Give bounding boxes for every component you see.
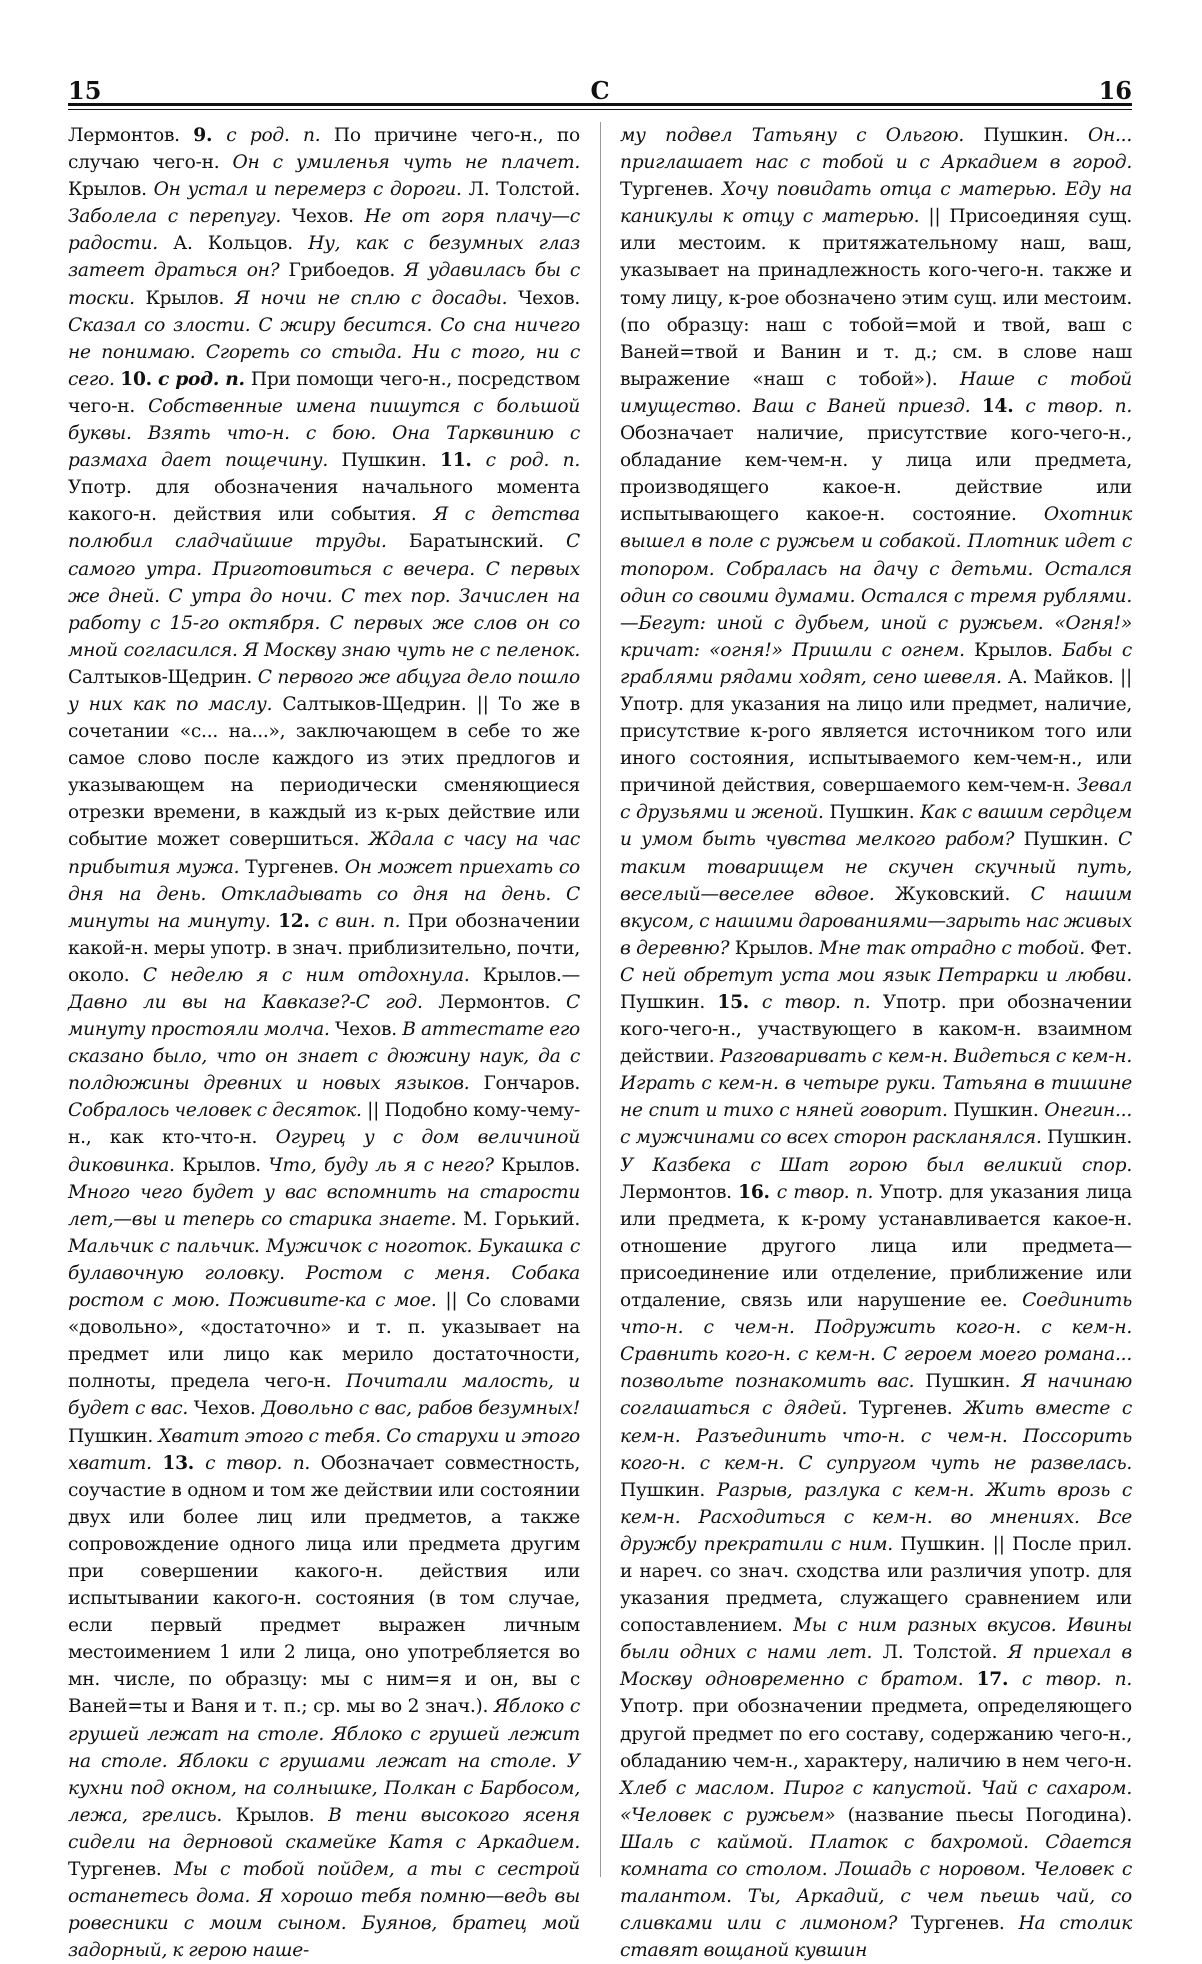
text-segment: Салтыков-Щедрин. — [68, 666, 258, 688]
text-segment: Салтыков-Щедрин. || То же в сочетании «с... на...», заключающем в себе то же самое слово после каждого из этих предлогов и указывающем на периодически сменяющиеся отрезки времени, в каждый из к-рых действие или событие может совершиться. — [68, 693, 580, 851]
text-segment: По причине чего-н., по случаю чего-н. — [68, 125, 580, 174]
text-segment: Чехов. — [334, 1019, 403, 1041]
text-segment: Хлеб с маслом. Пирог с капустой. Чай с сахаром. — [620, 1777, 1132, 1799]
right-page-number: 16 — [1098, 76, 1132, 105]
text-segment: с твор. п. — [1025, 395, 1133, 417]
text-segment: Употр. для обозначения начального момента какого-н. действия или события. — [68, 477, 580, 526]
text-segment: Пушкин. — [925, 1371, 1022, 1393]
text-segment: Онегин... с мужчинами со всех сторон раскланялся. — [620, 1100, 1133, 1149]
text-segment: Почитали малость, и будет с вас. — [68, 1371, 580, 1420]
text-segment: С самого утра. Приготовиться с вечера. С первых же дней. С утра до ночи. С тех пор. Зачислен на работу с 15-го октября. С первых же слов он со мной согласился. Я Москву знаю чуть не с пеленок. — [68, 531, 580, 661]
text-segment: || Присоединяя сущ. или местоим. к притяжательному наш, ваш, указывает на принадлежность кого-чего-н. также и тому лицу, к-рое обозначено этим сущ. или местоим. (по образцу: наш с тобой=мой и твой, ваш с Ваней=твой и Ванин и т. д.; см. в слове наш выражение «наш с тобой»). — [620, 206, 1132, 390]
text-segment: Ждала с часу на час прибытия мужа. — [68, 829, 580, 878]
text-segment: Я с детства полюбил сладчайшие труды. — [68, 504, 581, 553]
text-segment: Хочу повидать отца с матерью. Еду на каникулы к отцу с матерью. — [620, 179, 1132, 228]
text-segment: Пушкин. || После прил. и нареч. со знач. сходства или различия употр. для указания предмета, служащего сравнением или сопоставлением. — [620, 1533, 1132, 1637]
text-segment: Огурец у с дом величиной диковинка. — [68, 1127, 580, 1176]
text-segment: (название пьесы Погодина). — [847, 1804, 1132, 1826]
text-segment: Я удавилась бы с тоски. — [68, 260, 580, 309]
text-segment: Баратынский. — [408, 531, 567, 553]
text-segment: с твор. п. — [761, 992, 883, 1013]
text-segment: Крылов.— — [482, 964, 580, 986]
text-segment: Я ночи не сплю с досады. — [234, 287, 519, 309]
text-segment: Пушкин. — [68, 1425, 159, 1447]
header-rule — [68, 103, 1132, 106]
text-segment: Лермонтов. — [438, 992, 567, 1013]
text-segment: Заболела с перепугу. — [68, 206, 292, 228]
text-segment: || Со словами «довольно», «достаточно» и т. п. указывает на предмет или лицо как мерило достаточности, полноты, предела чего-н. — [68, 1290, 580, 1393]
text-segment: Л. Толстой. — [882, 1642, 1008, 1664]
text-segment: При обозначении какой-н. меры употр. в знач. приблизительно, почти, около. — [68, 910, 580, 986]
text-segment: Яблоко с грушей лежат на столе. Яблоко с грушей лежит на столе. Яблоки с грушами лежат на столе. У кухни под окном, на солнышке, Полкан с Барбосом, лежа, грелись. — [68, 1696, 580, 1826]
text-segment: Разрыв, разлука с кем-н. Жить врозь с кем-н. Расходиться с кем-н. во мнениях. Все дружбу прекратили с ним. — [620, 1479, 1132, 1555]
text-columns — [68, 122, 1133, 1962]
text-segment: Пушкин. — [983, 125, 1089, 146]
text-segment: Не от горя плачу—с радости. — [68, 206, 580, 255]
text-segment: с род. п. — [226, 125, 334, 146]
text-segment: Наше с тобой имущество. Ваш с Ваней приезд. — [620, 368, 1133, 417]
left-page-number: 15 — [68, 76, 102, 105]
text-segment: Он с умиленья чуть не плачет. — [232, 152, 581, 174]
text-segment: Пушкин. — [1023, 829, 1119, 851]
text-segment: Собралось человек с десяток. — [68, 1100, 368, 1122]
right-column-text — [620, 122, 1132, 1964]
text-segment: Обозначает наличие, присутствие кого-чего-н., обладание кем-чем-н. у лица или предмета, производящего какое-н. действие или испытывающего какое-н. состояние. — [620, 423, 1132, 526]
text-segment: 15. — [717, 992, 762, 1013]
text-segment: 14. — [981, 395, 1026, 417]
text-segment: Жуковский. — [894, 883, 1031, 905]
text-segment: Зевал с друзьями и женой. — [620, 775, 1132, 824]
text-segment: Я начинаю соглашаться с дядей. — [620, 1371, 1132, 1420]
text-segment: 13. — [162, 1452, 206, 1474]
text-segment: Мы с ним разных вкусов. Ивины были одних с нами лет. — [620, 1615, 1133, 1664]
text-segment: Бабы с граблями рядами ходят, сено шевеля. — [620, 639, 1132, 688]
text-segment: с вин. п. — [317, 910, 408, 932]
text-segment: Тургенев. — [858, 1398, 965, 1420]
text-segment: Что, буду ль я с него? — [268, 1154, 502, 1176]
text-segment: Грибоедов. — [288, 260, 405, 282]
text-segment: Тургенев. — [245, 856, 345, 878]
text-segment: || Подобно кому-чему-н., как кто-что-н. — [68, 1100, 580, 1149]
text-segment: Жить вместе с кем-н. Разъединить что-н. с чем-н. Поссорить кого-н. с кем-н. С супругом чуть не развелась. — [620, 1398, 1132, 1474]
text-segment: му подвел Татьяну с Ольгою. — [620, 125, 984, 146]
text-segment: Крылов. — [68, 179, 154, 201]
text-segment: А. Кольцов. — [173, 233, 309, 255]
text-segment: Собственные имена пишутся с большой буквы. Взять что-н. с бою. Она Тарквинию с размаха дает пощечину. — [68, 395, 580, 472]
text-segment: Лермонтов. — [68, 125, 194, 146]
text-segment: 9. — [193, 125, 227, 146]
text-segment: Он устал и перемерз с дороги. — [153, 179, 469, 201]
text-segment: Как с вашим сердцем и умом быть чувства мелкого рабом? — [620, 802, 1132, 851]
text-segment: Давно ли вы на Кавказе?-С год. — [68, 992, 439, 1013]
left-column — [68, 122, 581, 1962]
text-segment: Крылов. — [974, 639, 1063, 661]
text-segment: Я приехал в Москву одновременно с братом. — [620, 1642, 1132, 1691]
text-segment: Ну, как с безумных глаз затеет драться он? — [68, 233, 580, 282]
left-column-text — [68, 122, 580, 1964]
text-segment: Пушкин. — [829, 802, 921, 824]
text-segment: М. Горький. — [463, 1208, 580, 1230]
text-segment: Пушкин. — [341, 450, 440, 472]
text-segment: 11. — [440, 450, 486, 472]
text-segment: С нашим вкусом, с нашими дарованиями—зарыть нас живых в деревню? — [620, 883, 1132, 959]
text-segment: Крылов. — [145, 287, 235, 309]
text-segment: 17. — [976, 1669, 1022, 1691]
text-segment: «Человек с ружьем» — [620, 1804, 848, 1826]
text-segment: А. Майков. || Употр. для указания на лицо или предмет, наличие, присутствие к-рого является источником того или иного состояния, испытываемого кем-чем-н., или причиной действия, совершаемого кем-чем-н. — [620, 666, 1133, 797]
text-segment: Чехов. — [518, 287, 580, 309]
text-segment: Крылов. — [734, 937, 819, 959]
text-segment: С таким товарищем не скучен скучный путь, веселый—веселее вдвое. — [620, 829, 1132, 905]
page-header — [68, 62, 1132, 105]
text-segment: Пушкин. — [953, 1100, 1045, 1122]
text-segment: Чехов. — [291, 206, 365, 228]
text-segment: Пушкин. — [620, 992, 718, 1013]
text-segment: Соединить что-н. с чем-н. Подружить кого-н. с кем-н. Сравнить кого-н. с кем-н. С героем моего романа... позвольте познакомить вас. — [620, 1290, 1132, 1393]
text-segment: С минуту простояли молча. — [68, 992, 581, 1041]
text-segment: С первого же абцуга дело пошло у них как по маслу. — [68, 666, 580, 715]
text-segment: С неделю я с ним отдохнула. — [142, 964, 483, 986]
text-segment: Мы с тобой пойдем, а ты с сестрой останетесь дома. Я хорошо тебя помню—ведь вы ровесники с моим сыном. Буянов, братец мой задорный, к герою наше- — [68, 1859, 580, 1962]
text-segment: Крылов. — [182, 1154, 269, 1176]
text-segment: У Казбека с Шат горою был великий спор. — [620, 1154, 1132, 1176]
text-segment: Охотник вышел в поле с ружьем и собакой. Плотник идет с топором. Собралась на дачу с детьми. Остался один со своими думами. Остался с тремя рублями.—Бегут: иной с дубьем, иной с ружьем. «Огня!» кричат: «огня!» Пришли с огнем. — [620, 504, 1132, 661]
right-column — [620, 122, 1133, 1962]
section-letter: С — [590, 76, 610, 105]
text-segment: Мальчик с пальчик. Мужичок с ноготок. Букашка с булавочную головку. Ростом с меня. Собака ростом с мою. Поживите-ка с мое. — [68, 1235, 580, 1312]
text-segment: При помощи чего-н., посредством чего-н. — [68, 368, 580, 417]
text-segment: с твор. п. — [205, 1452, 321, 1474]
text-segment: 16. — [738, 1181, 777, 1203]
text-segment: Шаль с каймой. Платок с бахромой. Сдается комната со столом. Лошадь с норовом. Человек с талантом. Ты, Аркадий, с чем пьешь чай, со сливками или с лимоном? — [620, 1831, 1132, 1935]
header-rule-thin — [68, 109, 1132, 110]
text-segment: Употр. при обозначении кого-чего-н., участвующего в каком-н. взаимном действии. — [620, 992, 1132, 1068]
text-segment: Употр. для указания лица или предмета, к к-рому устанавливается какое-н. отношение другого лица или предмета—присоединение или отделение, приближение или отдаление, связь или нарушение ее. — [620, 1181, 1132, 1312]
column-divider — [600, 122, 601, 1877]
text-segment: Пушкин. — [1046, 1127, 1132, 1149]
text-segment: Много чего будет у вас вспомнить на старости лет,—вы и теперь со старика знаете. — [68, 1181, 580, 1230]
text-segment: 12. — [278, 910, 318, 932]
text-segment: с род. п. — [158, 368, 251, 390]
text-segment: В аттестате его сказано было, что он знает с дюжину наук, да с полдюжины древних и новых языков. — [68, 1019, 580, 1095]
text-segment: Крылов. — [235, 1804, 329, 1826]
text-segment: Тургенев. — [620, 179, 723, 201]
text-segment: Тургенев. — [911, 1913, 1019, 1935]
text-segment: С ней обретут уста мои язык Петрарки и любви. — [620, 964, 1132, 986]
text-segment: Мне так отрадно с тобой. — [818, 937, 1091, 959]
text-segment: На столик ставят вощаной кувшин — [620, 1913, 1132, 1962]
text-segment: с род. п. — [485, 450, 581, 472]
text-segment: 10. — [120, 368, 159, 390]
text-segment: Он может приехать со дня на день. Откладывать со дня на день. С минуты на минуту. — [68, 856, 580, 932]
text-segment: Чехов. — [193, 1398, 262, 1420]
text-segment: Лермонтов. — [620, 1181, 739, 1203]
text-segment: Хватит этого с тебя. Со старухи и этого хватит. — [68, 1425, 580, 1474]
text-segment: Тургенев. — [68, 1859, 174, 1880]
text-segment: В тени высокого ясеня сидели на дерновой скамейке Катя с Аркадием. — [68, 1804, 580, 1853]
text-segment: Разговаривать с кем-н. Видеться с кем-н. Играть с кем-н. в четыре руки. Татьяна в тишине не спит и тихо с няней говорит. — [620, 1046, 1132, 1122]
text-segment: Он... приглашает нас с тобой и с Аркадием в город. — [620, 125, 1132, 174]
text-segment: с твор. п. — [1021, 1669, 1132, 1691]
text-segment: Обозначает совместность, соучастие в одном и том же действии или состоянии двух или более лиц или предметов, а также сопровождение одного лица или предмета другим при совершении какого-н. действия или испытывании какого-н. состояния (в том случае, если первый предмет выражен личным местоимением 1 или 2 лица, оно употребляется во мн. числе, по образцу: мы с ним=я и он, вы с Ваней=ты и Ваня и т. п.; ср. мы во 2 знач.). — [68, 1452, 580, 1718]
text-segment: Довольно с вас, рабов безумных! — [261, 1398, 580, 1420]
text-segment: с твор. п. — [776, 1181, 880, 1203]
text-segment: Фет. — [1090, 937, 1133, 959]
text-segment: Пушкин. — [620, 1479, 717, 1501]
text-segment: Крылов. — [501, 1154, 580, 1176]
text-segment: Гончаров. — [483, 1073, 580, 1095]
text-segment: Употр. при обозначении предмета, определяющего другой предмет по его составу, содержанию чего-н., обладанию чем-н., характеру, наличию в нем чего-н. — [620, 1696, 1132, 1772]
text-segment: Сказал со злости. С жиру бесится. Со сна ничего не понимаю. Сгореть со стыда. Ни с того, ни с сего. — [68, 314, 580, 390]
text-segment: Л. Толстой. — [468, 179, 580, 201]
